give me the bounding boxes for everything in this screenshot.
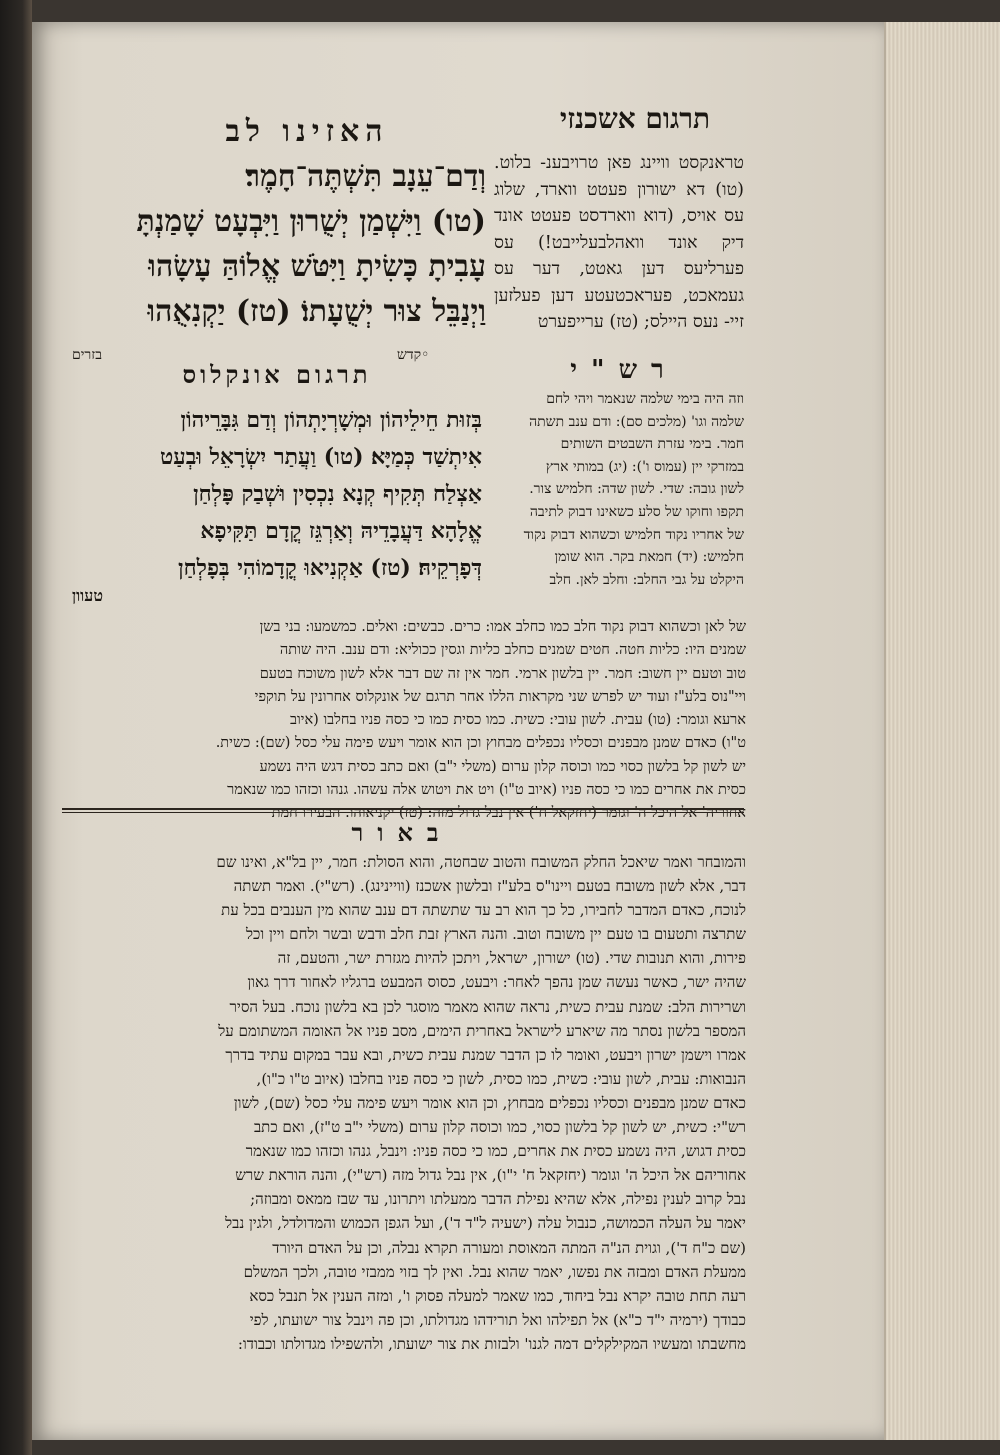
onkelos-line: דְּפָרְקֵיהּ׃ (טז) אַקְנִיאוּ קֳדָמוֹהִי בְּפָלְחַן <box>178 555 482 581</box>
biur-line: הנבואות: עבית, לשון עובי: כשית, כמו כסית, לשון כי כסה פניו בחלבו (איוב ט"ו כ"ו), <box>256 1069 746 1088</box>
rashi-heading: רש"י <box>570 355 678 385</box>
rashi-line: אחוריה' אל היכל ה' וגומר (יחזקאל ח') אין נבל גדול מזה: (טז) יקניאוהו. הבעירו חמת <box>271 805 746 822</box>
german-translation-column <box>494 150 744 336</box>
onkelos-line: אֱלָהָא דַּעֲבָדֵיהּ וְאַרְגֵּז קֳדָם תַּקִּיפָא <box>200 518 482 544</box>
biur-line: כאדם שמנן מבפנים וכסליו נכפלים מבחוץ, וכן הוא אומר ויעש פימה עלי כסל (שם), לשון <box>233 1093 746 1112</box>
rashi-line: תקפו וחוקו של סלע כשאינו דבוק לתיבה <box>529 503 744 520</box>
biur-line: המספר בלשון נסתר מה שיארע לישראל באחרית הימים, מסב פניו אל האומה המשתומם על <box>218 1021 746 1040</box>
rashi-line: יש לשון קל בלשון כסוי כמו וכוסה קלון ערום (משלי י"ב) ואם כתב כסית דגש היה נשמע <box>259 758 746 775</box>
translation-line: נעס היילס; (טז) ערייפערט <box>537 312 719 332</box>
biur-line: נבל קרוב לענין נפילה, אלא שהיא נפילת הדבר ממעלתו ויתרונו, עד שבז ממאס ומבוזה; <box>250 1190 746 1209</box>
translation-line: ווארדסט פעטט אונד דיק אונד <box>494 206 744 253</box>
translation-line: דען גאטט, דער עס געמאכט, <box>494 259 744 306</box>
translation-line: וואהלבעלייבט!) עס פערליעס <box>494 232 744 279</box>
biur-heading: באור <box>351 818 453 847</box>
biur-line: כסית דגוש, היה נשמע כסית את אחרים, כמו כי כסה פניו: וינבל, גנהו וכזהו כמו שנאמר <box>245 1142 746 1161</box>
rashi-line: ט"ו) כאדם שמנן מבפנים וכסליו נכפלים מבחוץ וכן הוא אומר ויעש פימה עלי כסל (שם): כשית. <box>215 735 746 752</box>
biur-line: אמרו וישמן ישרון ויבעט, ואומר לו כן הדבר שמנת עבית כשית, ובא עבר במקום עתיד בדרך <box>225 1045 746 1064</box>
rashi-line: שלמה וגו' (מלכים סם): ודם ענב תשתה <box>529 413 744 430</box>
rashi-line: שמנים היו: כליות חטה. חטים שמנים כחלב כליות וגסין ככוליא: ודם ענב. היה שותה <box>279 642 746 659</box>
biur-line: לנוכח, כאדם המדבר לחבירו, כל כך הוא רב עד שתשתה דם ענב שהוא מין הענבים בכל עת <box>221 901 746 920</box>
biur-line: אחוריהם אל היכל ה' וגומר (יחזקאל ח' י"ו), אין נבל גדול מזה (רש"י), והנה הוראת שרש <box>235 1166 746 1185</box>
running-header-right: תרגום אשכנזי <box>559 102 711 135</box>
translation-line: בלוט. (טו) דא ישורון פעטט <box>494 153 744 200</box>
biur-line: (שם כ"ח ד'), וגוית הנ"ה המתה המאוסת ומעורה תקרא נבלה, וכן על האדם היורד <box>272 1238 746 1257</box>
rashi-line: חלמיש: (יד) חמאת בקר. הוא שומן <box>554 549 744 566</box>
onkelos-line: אַצְלַח תְּקִיף קְנָא נִכְסִין וּשְׁבַק פָּלְחַן <box>193 481 482 507</box>
onkelos-line: בְּזוּת חֵילֵיהוֹן וּמְשָׁרְיָתְהוֹן וְדַם גִּבָּרֵיהוֹן <box>180 407 482 433</box>
torah-verse-text <box>60 154 486 334</box>
rashi-line: במזרקי יין (עמוס ו'): (יג) במותי ארץ <box>545 458 744 475</box>
onkelos-text <box>62 402 482 587</box>
onkelos-line: אִיתְשַׁד כְּמַיָּא׃ (טו) וַעֲתַר יִשְׂרָאֵל וּבְעַט <box>159 444 482 470</box>
margin-note: בזרים <box>72 347 102 363</box>
biur-line: רש"י: כשית, יש לשון קל בלשון כסוי, כמו וכוסה קלון ערום (משלי י"ב ט"ז), ואם כתב <box>253 1118 746 1137</box>
rashi-line: ארעא וגומר: (טו) עבית. לשון עובי: כשית. כמו כסית כמו כי כסה פניו בחלבו (איוב <box>289 712 746 729</box>
rashi-column <box>494 388 744 591</box>
rashi-line: וזה היה בימי שלמה שנאמר ויהי לחם <box>546 391 744 407</box>
rashi-line: טוב וטעם יין חשוב: חמר. יין בלשון ארמי. חמר אין זה שם דבר אלא לשון משוכח בטעם <box>259 665 746 682</box>
running-header-left: האזינו לב <box>225 114 389 149</box>
catchword: טעוון <box>72 586 103 605</box>
rashi-full-width <box>62 616 746 826</box>
margin-note: ◦קדש <box>397 347 430 363</box>
divider-rule <box>62 812 744 813</box>
biur-line: פירות, והוא תנובות שדי. (טו) ישורון, ישראל, ויתכן להיות מגזרת ישר, והטעם, זה <box>277 949 746 968</box>
rashi-line: כסית את אחרים כמו כי כסה פניו (איוב ט"ו) ויט את ויטוש אלה עשהו. גנהו וכזהו כמו שנאמר <box>227 782 746 799</box>
rashi-line: של אחריו נקוד חלמיש וכשהוא דבוק נקוד <box>523 526 744 543</box>
translation-line: פעראכטעטע דען פעלזען זיי- <box>494 285 744 332</box>
onkelos-heading: תרגום אונקלוס <box>182 360 372 389</box>
rashi-line: של לאן וכשהוא דבוק נקוד חלב כמו כחלב אמו: כרים. כבשים: ואלים. כמשמעו: בני בשן <box>259 619 746 635</box>
book-cover-edge <box>0 0 32 1455</box>
rashi-line: ויי"נוס בלע"ז ועוד יש לפרש שני מקראות הללו אחר תרגם של אונקלוס אחרונין על תוקפי <box>254 688 746 705</box>
biur-line: רעה תחת טובה יקרא נבל ביחוד, כמו שאמר למעלה פסוק ו', ומזה הענין אל תנבל כסא <box>249 1286 746 1305</box>
biur-line: מחשבתו ומעשיו המקילקלים דמה לגנו' ולבזות את צור ישועתו, ולהשפילו מגדולתו וכבודו: <box>237 1334 746 1353</box>
biur-line: והמובחר ואמר שיאכל החלק המשובח והטוב שבחטה, והוא הסולת: חמר, יין בל"א, ואינו שם <box>216 853 746 871</box>
translation-line: טראנקסט וויינג פאן טרויבענ- <box>540 153 744 173</box>
biur-line: ממעלת האדם ומבזה את נפשו, יאמר שהוא נבל. ואין לך בזוי ממבזי טובה, ולכך המשלם <box>243 1262 746 1281</box>
divider-rule <box>62 808 744 810</box>
translation-line: ווארד, שלוג עס אויס, (דוא <box>494 179 744 226</box>
verse-line: וַיְנַבֵּל צוּר יְשֻׁעָתוֹ׃ (טז) יַקְנִאֻהוּ <box>147 294 486 329</box>
biur-line: שתרצה ותטעום בו טעם יין משובח וטוב. והנה הארץ זבת חלב ודבש ובשר ולחם ויין וכל <box>246 925 746 944</box>
rashi-line: היקלט על גבי החלב: וחלב לאן. חלב <box>549 571 744 588</box>
biur-line: שהיה ישר, כאשר נעשה שמן נהפך לאחר: ויבעט, כסוס המבעט ברגליו לאחור דרך גאון <box>247 973 746 992</box>
biur-line: דבר, אלא לשון משובח בטעם ויינו"ס בלע"ז ובלשון אשכנז (וויינינג). (רש"י). ואמר תשתה <box>233 877 746 896</box>
rashi-line: לשון גובה: שדי. לשון שדה: חלמיש צור. <box>529 481 744 498</box>
verse-line: (טו) וַיִּשְׁמַן יְשֻׁרוּן וַיִּבְעָט שָׁמַנְתָּ <box>136 204 486 239</box>
verse-line: וְדַם־עֵנָב תִּשְׁתֶּה־חָמֶר׃ <box>245 159 486 194</box>
biur-line: ושרירות הלב: שמנת עבית כשית, נראה שהוא מאמר מוסגר לכן בא בלשון נוכח. בעל הסיר <box>229 997 746 1016</box>
biur-line: כבודך (ירמיה י"ד כ"א) אל תפילהו ואל תורידהו מגדולתו, וכן פה וינבל צור ישועתו, לפי <box>249 1310 746 1329</box>
biur-line: יאמר על העלה הכמושה, כנבול עלה (ישעיה ל"ד ד'), ועל הגפן הכמוש והמדולדל, ולגין נבל <box>225 1214 746 1233</box>
page-block-edge <box>884 22 1000 1440</box>
verse-line: עָבִיתָ כָּשִׂיתָ וַיִּטֹּשׁ אֱלוֹהַּ עָשָׂהוּ <box>148 249 486 284</box>
book-page <box>32 22 884 1440</box>
biur-commentary <box>62 850 746 1356</box>
rashi-line: חמר. בימי עזרת השבטים השותים <box>560 436 744 453</box>
